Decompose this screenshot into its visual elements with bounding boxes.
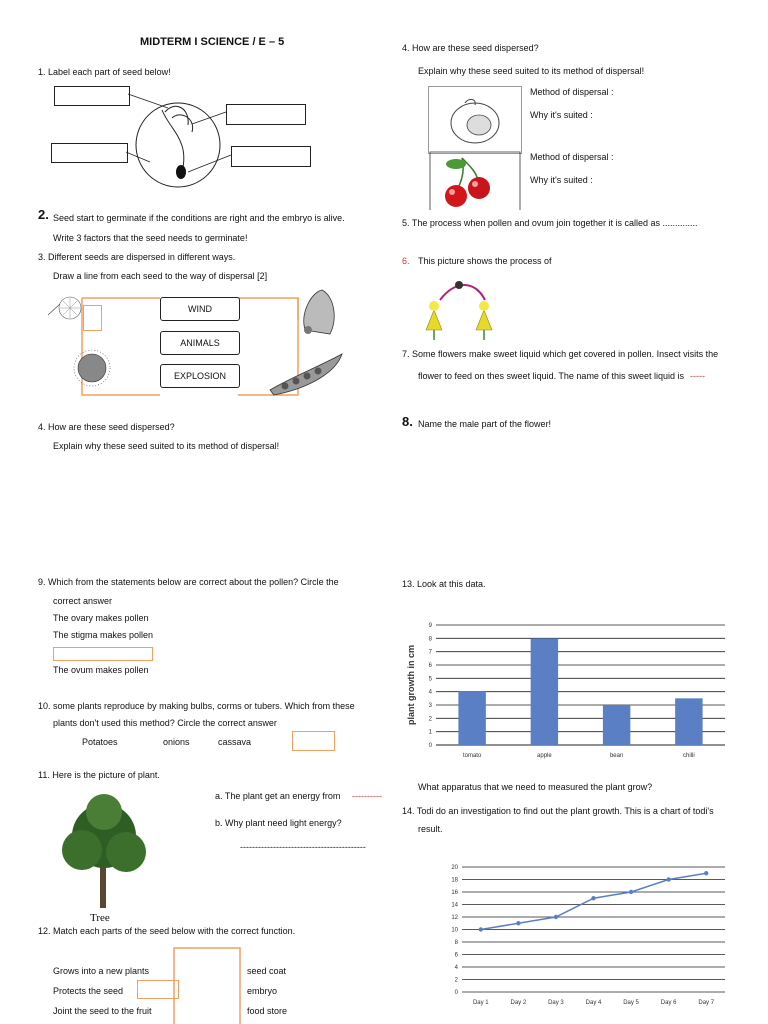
question-11b-answer-line[interactable]: ------------------------------------------ [240,842,366,852]
bar-ytick-label: 8 [428,636,432,643]
line-chart-series [481,873,706,929]
question-10-option-3[interactable]: cassava [218,737,252,747]
question-14-continued: result. [418,824,443,834]
question-9-option-3[interactable]: The ovum makes pollen [53,665,149,675]
question-10: 10. some plants reproduce by making bulbs, corms or tubers. Which from these [38,701,355,711]
seed-part-1: seed coat [247,966,287,976]
question-13: 13. Look at this data. [402,579,486,589]
line-ytick-label: 2 [454,977,458,984]
bar-xtick-label: bean [609,753,624,759]
dispersal-explosion-label[interactable]: EXPLOSION [160,364,240,388]
line-ytick-label: 4 [454,965,458,971]
answer-box-q12[interactable] [137,980,179,999]
line-point-day-3 [554,915,558,919]
line-xtick-label: Day 2 [510,1000,527,1006]
bar-ytick-label: 0 [428,743,432,749]
bar-ytick-label: 5 [428,676,432,683]
line-ytick-label: 0 [454,990,458,996]
bar-ytick-label: 1 [428,729,432,736]
bar-chart-yticks [429,623,433,749]
method-of-dispersal-1: Method of dispersal : [530,87,614,97]
question-10-instruction: plants don't used this method? Circle the correct answer [53,718,277,728]
pollination-icon [0,0,768,360]
question-9-option-2[interactable]: The stigma makes pollen [53,630,154,640]
question-7: 7. Some flowers make sweet liquid which get covered in pollen. Insect visits the [402,349,719,359]
bar-tomato [458,692,485,745]
bar-chilli [675,698,702,745]
question-12: 12. Match each parts of the seed below with the correct function. [38,926,296,936]
question-6: This picture shows the process of [418,256,552,266]
tree-caption: Tree [90,912,110,924]
bar-chart-ylabel: plant growth in cm [406,645,416,725]
dispersal-animals-label[interactable]: ANIMALS [160,331,240,355]
line-point-day-2 [516,921,520,925]
question-3: 3. Different seeds are dispersed in different ways. [38,252,236,262]
line-point-day-5 [629,890,633,894]
question-2: Seed start to germinate if the conditions are right and the embryo is alive. [53,213,345,223]
line-xtick-label: Day 1 [472,1000,489,1006]
bar-chart [400,615,730,765]
bar-xtick-label: chilli [683,753,695,759]
question-3-instruction: Draw a line from each seed to the way of dispersal [2] [53,271,268,281]
bar-ytick-label: 3 [428,703,432,709]
line-xtick-label: Day 4 [585,1000,602,1006]
line-chart-points [479,871,709,932]
function-1: Grows into a new plants [53,966,150,976]
bar-bean [603,705,630,745]
bar-ytick-label: 6 [428,663,432,669]
question-6-number: 6. [402,256,410,266]
bar-ytick-label: 4 [428,689,432,696]
line-point-day-4 [591,896,595,900]
question-8: Name the male part of the flower! [418,419,552,429]
bar-xtick-label: apple [537,753,552,759]
line-ytick-label: 10 [451,927,458,934]
bar-apple [531,638,558,745]
question-8-number: 8. [402,414,413,429]
bar-xtick-label: tomato [462,753,482,759]
question-10-option-2[interactable]: onions [163,737,190,747]
method-of-dispersal-2: Method of dispersal : [530,152,614,162]
bar-ytick-label: 7 [428,649,432,656]
question-2-instruction: Write 3 factors that the seed needs to germinate! [53,233,248,243]
line-ytick-label: 12 [451,915,458,921]
line-ytick-label: 20 [451,865,458,871]
question-14: 14. Todi do an investigation to find out the plant growth. This is a chart of todi's [402,806,714,816]
line-xtick-label: Day 6 [660,1000,677,1006]
why-suited-2: Why it's suited : [530,175,593,185]
seed-part-3: food store [247,1006,288,1016]
dispersal-wind-label[interactable]: WIND [160,297,240,321]
line-chart-yticks [451,865,458,996]
line-ytick-label: 16 [451,890,458,896]
line-chart [440,862,730,1012]
question-5: 5. The process when pollen and ovum join together it is called as .............. [402,218,698,228]
line-xtick-label: Day 5 [623,1000,639,1006]
line-ytick-label: 6 [454,952,458,959]
line-point-day-7 [704,871,708,875]
line-point-day-1 [479,927,483,931]
line-ytick-label: 14 [451,902,458,909]
question-4-left: 4. How are these seed dispersed? [38,422,175,432]
seed-part-2: embryo [247,986,278,996]
bar-chart-xticks [463,753,695,759]
function-2: Protects the seed [53,986,124,996]
line-ytick-label: 18 [451,877,458,884]
question-13-prompt: What apparatus that we need to measured the plant grow? [418,782,653,792]
line-chart-xticks [473,1000,715,1006]
question-10-option-1[interactable]: Potatoes [82,737,118,747]
question-7-continued: flower to feed on thes sweet liquid. The name of this sweet liquid is [418,371,684,381]
question-9-instruction: correct answer [53,596,113,606]
question-1: 1. Label each part of seed below! [38,67,171,77]
question-4-right-instruction: Explain why these seed suited to its method of dispersal! [418,66,645,76]
why-suited-1: Why it's suited : [530,110,593,120]
line-chart-grid [462,867,725,992]
question-11: 11. Here is the picture of plant. [38,770,160,780]
question-7-blank[interactable]: ----- [690,371,705,381]
function-3: Joint the seed to the fruit [53,1006,152,1016]
question-9-option-1[interactable]: The ovary makes pollen [53,613,149,623]
line-xtick-label: Day 3 [548,1000,564,1006]
question-2-number: 2. [38,207,49,222]
bar-ytick-label: 9 [428,623,432,629]
page-title: MIDTERM I SCIENCE / E – 5 [140,36,285,48]
question-4-right: 4. How are these seed dispersed? [402,43,539,53]
bar-ytick-label: 2 [428,716,432,723]
question-11b: b. Why plant need light energy? [215,818,342,828]
question-11a: a. The plant get an energy from [215,791,341,801]
line-xtick-label: Day 7 [698,1000,715,1006]
line-point-day-6 [666,877,670,881]
question-9: 9. Which from the statements below are correct about the pollen? Circle the [38,577,339,587]
question-4-left-instruction: Explain why these seed suited to its method of dispersal! [53,441,280,451]
line-ytick-label: 8 [454,940,458,946]
question-11a-blank[interactable]: ---------- [352,791,382,801]
